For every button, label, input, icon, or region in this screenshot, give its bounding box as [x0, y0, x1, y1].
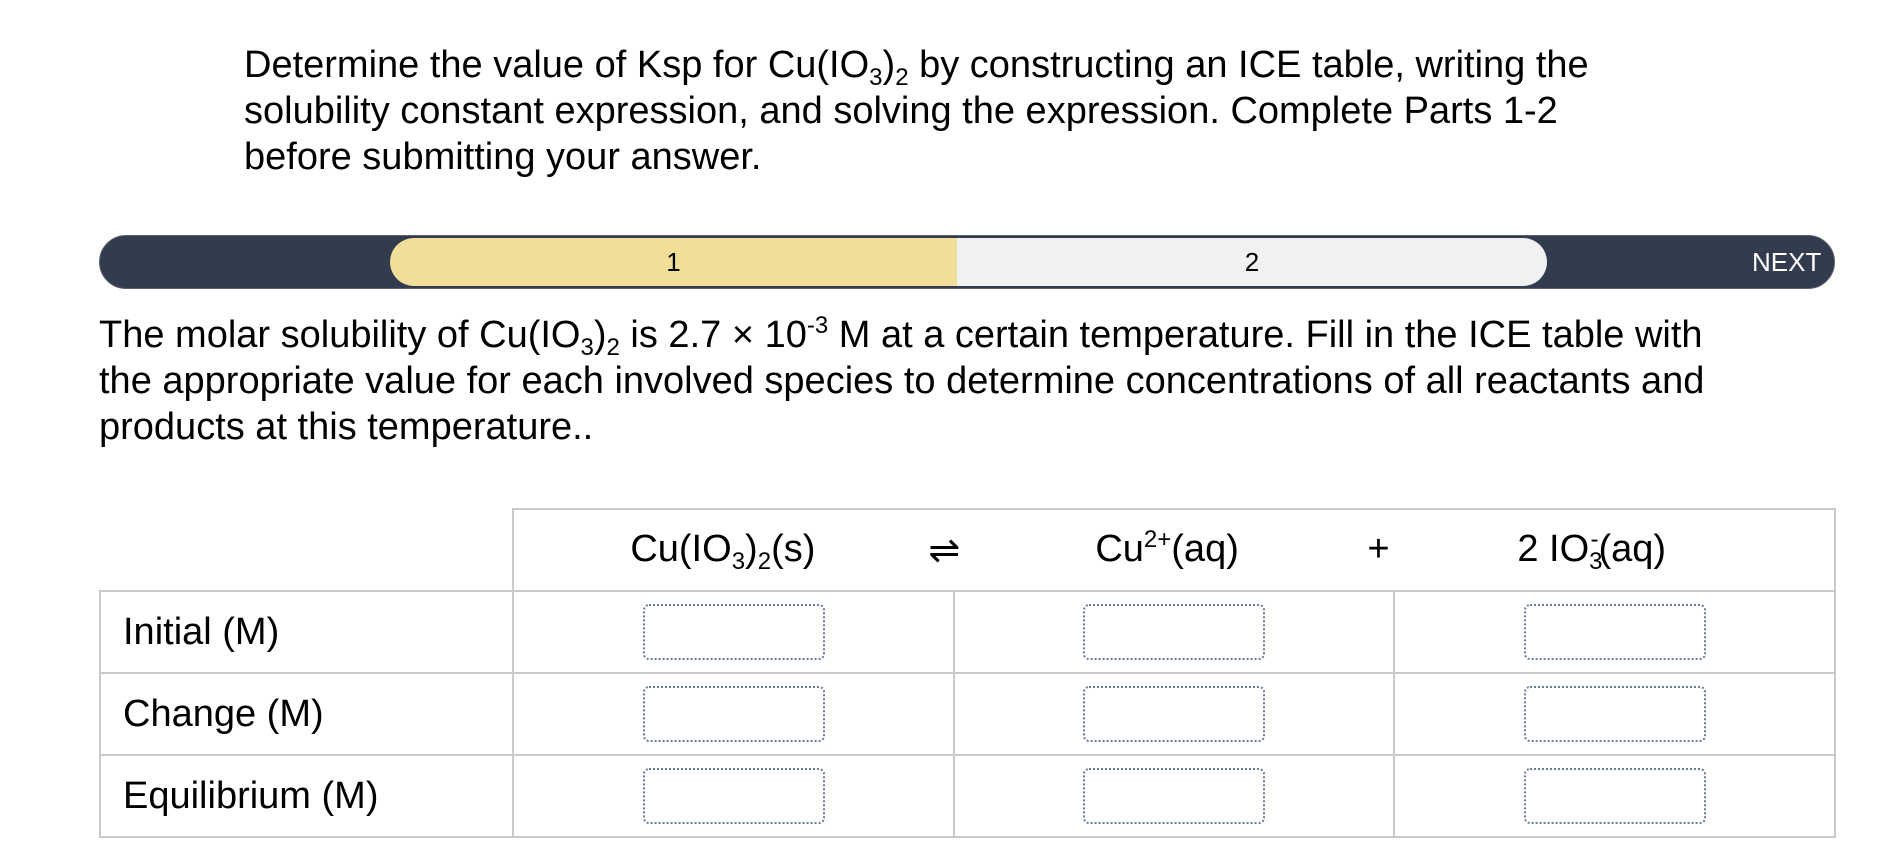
ice-row-equilibrium	[100, 755, 1835, 837]
equilibrium-io3-input[interactable]	[1524, 768, 1706, 824]
reaction-equation	[514, 510, 1834, 590]
chevron-right-icon	[1870, 249, 1884, 275]
equilibrium-reactant-input[interactable]	[643, 768, 825, 824]
next-label: NEXT	[1752, 247, 1822, 277]
question-text	[244, 42, 1714, 180]
product-1-species: $Cu^{2+}(aq)$	[1095, 526, 1239, 570]
plus-sign: +	[1367, 528, 1390, 570]
step-progress-bar	[99, 235, 1835, 289]
change-reactant-input[interactable]	[643, 686, 825, 742]
initial-io3-input[interactable]	[1524, 604, 1706, 660]
equilibrium-arrow-icon: ⇌	[928, 530, 961, 572]
product-2-species: 2 $IO_3^-(aq)$	[1517, 526, 1667, 575]
row-label-change: Change (M)	[100, 673, 513, 755]
step-1-tab[interactable]: 1	[390, 238, 957, 286]
ice-prompt-text	[99, 312, 1839, 450]
ice-equation-cell	[513, 509, 1835, 591]
question-line-3: before submitting your answer.	[244, 136, 762, 178]
ice-table	[99, 508, 1836, 838]
row-label-initial: Initial (M)	[100, 591, 513, 673]
prompt-line-3: products at this temperature..	[99, 406, 594, 448]
ice-row-initial	[100, 591, 1835, 673]
next-button[interactable]	[1600, 236, 1830, 288]
reactant-species: $Cu(IO_3)_2(s)$	[630, 528, 816, 575]
change-io3-input[interactable]	[1524, 686, 1706, 742]
change-cu-input[interactable]	[1083, 686, 1265, 742]
prompt-line-2: the appropriate value for each involved species to determine concentrations of all reactants and	[99, 360, 1705, 402]
initial-cu-input[interactable]	[1083, 604, 1265, 660]
step-2-tab[interactable]: 2	[957, 238, 1547, 286]
question-line-2: solubility constant expression, and solving the expression. Complete Parts 1-2	[244, 90, 1558, 132]
equilibrium-cu-input[interactable]	[1083, 768, 1265, 824]
ice-row-change	[100, 673, 1835, 755]
row-label-equilibrium: Equilibrium (M)	[100, 755, 513, 837]
ice-corner-cell	[100, 509, 513, 591]
initial-reactant-input[interactable]	[643, 604, 825, 660]
ice-header-row	[100, 509, 1835, 591]
prompt-line-1: The molar solubility of $Cu(IO_3)_2$ is $2.7 \times 10^{-3}$ M at a certain temperature. Fill in the ICE table with	[99, 312, 1703, 361]
question-line-1: Determine the value of Ksp for $Cu(IO_3)_2$ by constructing an ICE table, writing the	[244, 44, 1589, 91]
